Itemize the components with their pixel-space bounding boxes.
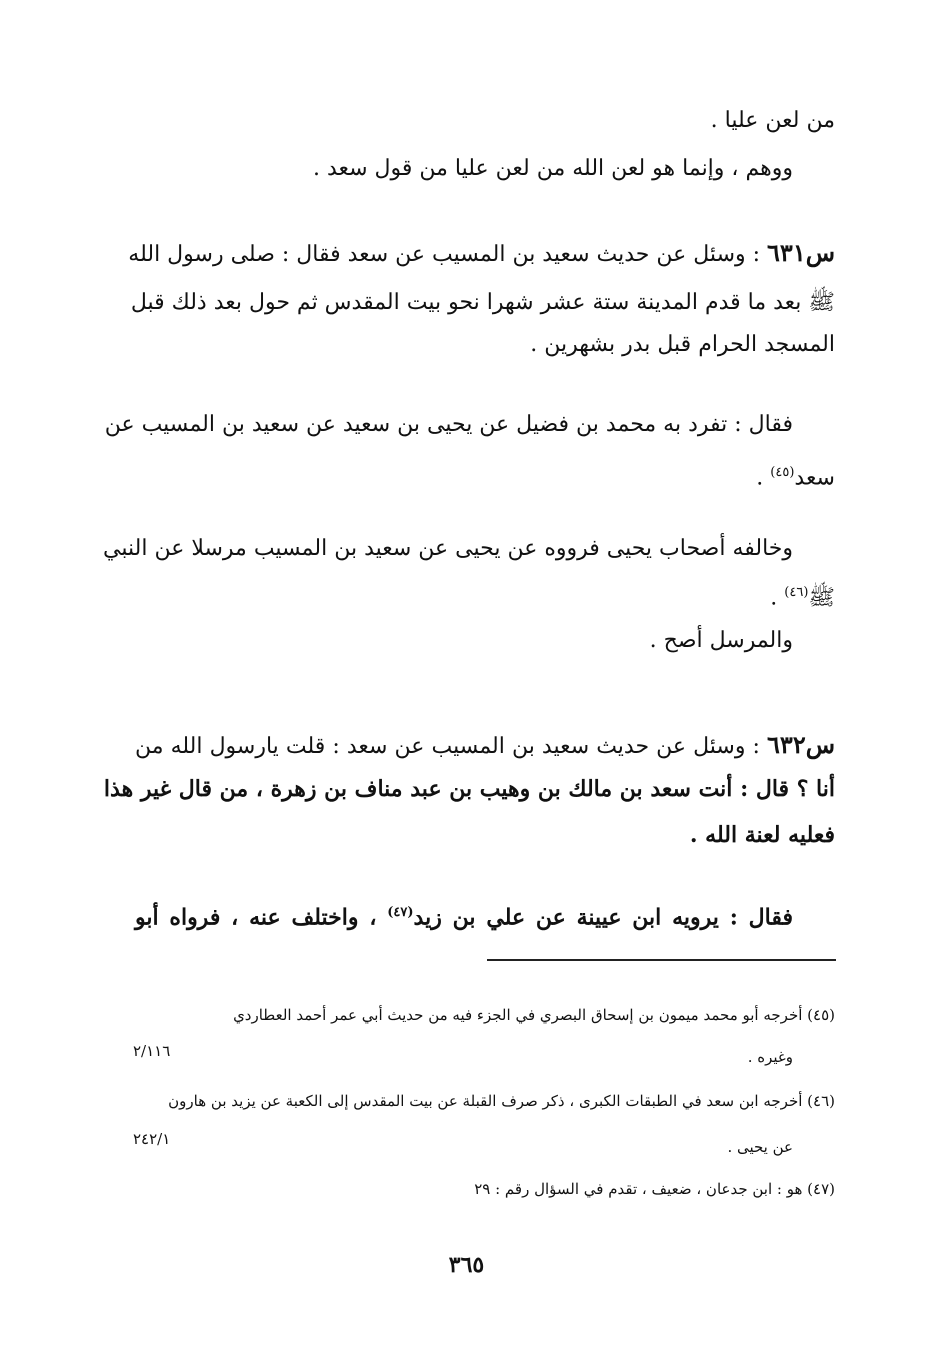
- answer-text: وخالفه أصحاب يحيى فرووه عن يحيى عن سعيد بن المسيب مرسلا عن النبي: [103, 536, 793, 561]
- text-line: [756, 458, 835, 493]
- question-text: : وسئل عن حديث سعيد بن المسيب عن سعد : قلت يارسول الله من: [135, 734, 760, 759]
- footnote-ref: (٤٦): [784, 585, 809, 600]
- text-line: والمرسل أصح .: [649, 628, 793, 653]
- text-line: فعليه لعنة الله .: [689, 822, 835, 848]
- text-line: أنا ؟ قال : أنت سعد بن مالك بن وهيب بن عبد مناف بن زهرة ، من قال غير هذا: [103, 776, 835, 802]
- question-632: [135, 730, 835, 762]
- text-line: من لعن عليا .: [710, 108, 835, 133]
- page-number: ٣٦٥: [448, 1252, 485, 1278]
- footnote-ref: (٤٥): [770, 465, 795, 480]
- answer-text: [135, 898, 793, 932]
- footnote-45-ref: ٢/١١٦: [133, 1042, 171, 1060]
- question-number: س٦٣١: [767, 238, 835, 267]
- footnote-divider: [487, 959, 836, 961]
- footnote-46-cont: عن يحيى .: [727, 1138, 793, 1156]
- footnote-46-ref: ٢٤٢/١: [133, 1130, 171, 1148]
- footnote-45-cont: وغيره .: [747, 1048, 793, 1066]
- text-line: ﷺ بعد ما قدم المدينة ستة عشر شهرا نحو بيت المقدس ثم حول بعد ذلك قبل: [130, 290, 835, 315]
- text-line: المسجد الحرام قبل بدر بشهرين .: [530, 332, 835, 357]
- answer-text: فقال : يرويه ابن عيينة عن علي بن زيد: [413, 904, 793, 931]
- footnote-47: (٤٧) هو : ابن جدعان ، ضعيف ، تقدم في السؤال رقم : ٢٩: [474, 1180, 835, 1198]
- footnote-46: (٤٦) أخرجه ابن سعد في الطبقات الكبرى ، ذكر صرف القبلة عن بيت المقدس إلى الكعبة عن يزيد بن هارون: [168, 1092, 835, 1110]
- punctuation: .: [756, 465, 771, 491]
- footnote-ref: (٤٧): [387, 905, 414, 920]
- question-631: [128, 238, 835, 270]
- answer-text: سعد: [794, 465, 835, 491]
- text-line: [770, 578, 835, 613]
- salutation-glyph: ﷺ: [808, 585, 835, 611]
- question-number: س٦٣٢: [767, 730, 835, 759]
- question-text: : وسئل عن حديث سعيد بن المسيب عن سعد فقال : صلى رسول الله: [128, 242, 761, 267]
- footnote-45: (٤٥) أخرجه أبو محمد ميمون بن إسحاق البصري في الجزء فيه من حديث أبي عمر أحمد العطاردي: [233, 1006, 835, 1024]
- punctuation: .: [770, 585, 785, 611]
- answer-text: ، واختلف عنه ، فرواه أبو: [135, 904, 377, 931]
- answer-text: فقال : تفرد به محمد بن فضيل عن يحيى بن سعيد عن سعيد بن المسيب عن: [104, 412, 793, 437]
- text-line: ووهم ، وإنما هو لعن الله من لعن عليا من قول سعد .: [312, 156, 793, 181]
